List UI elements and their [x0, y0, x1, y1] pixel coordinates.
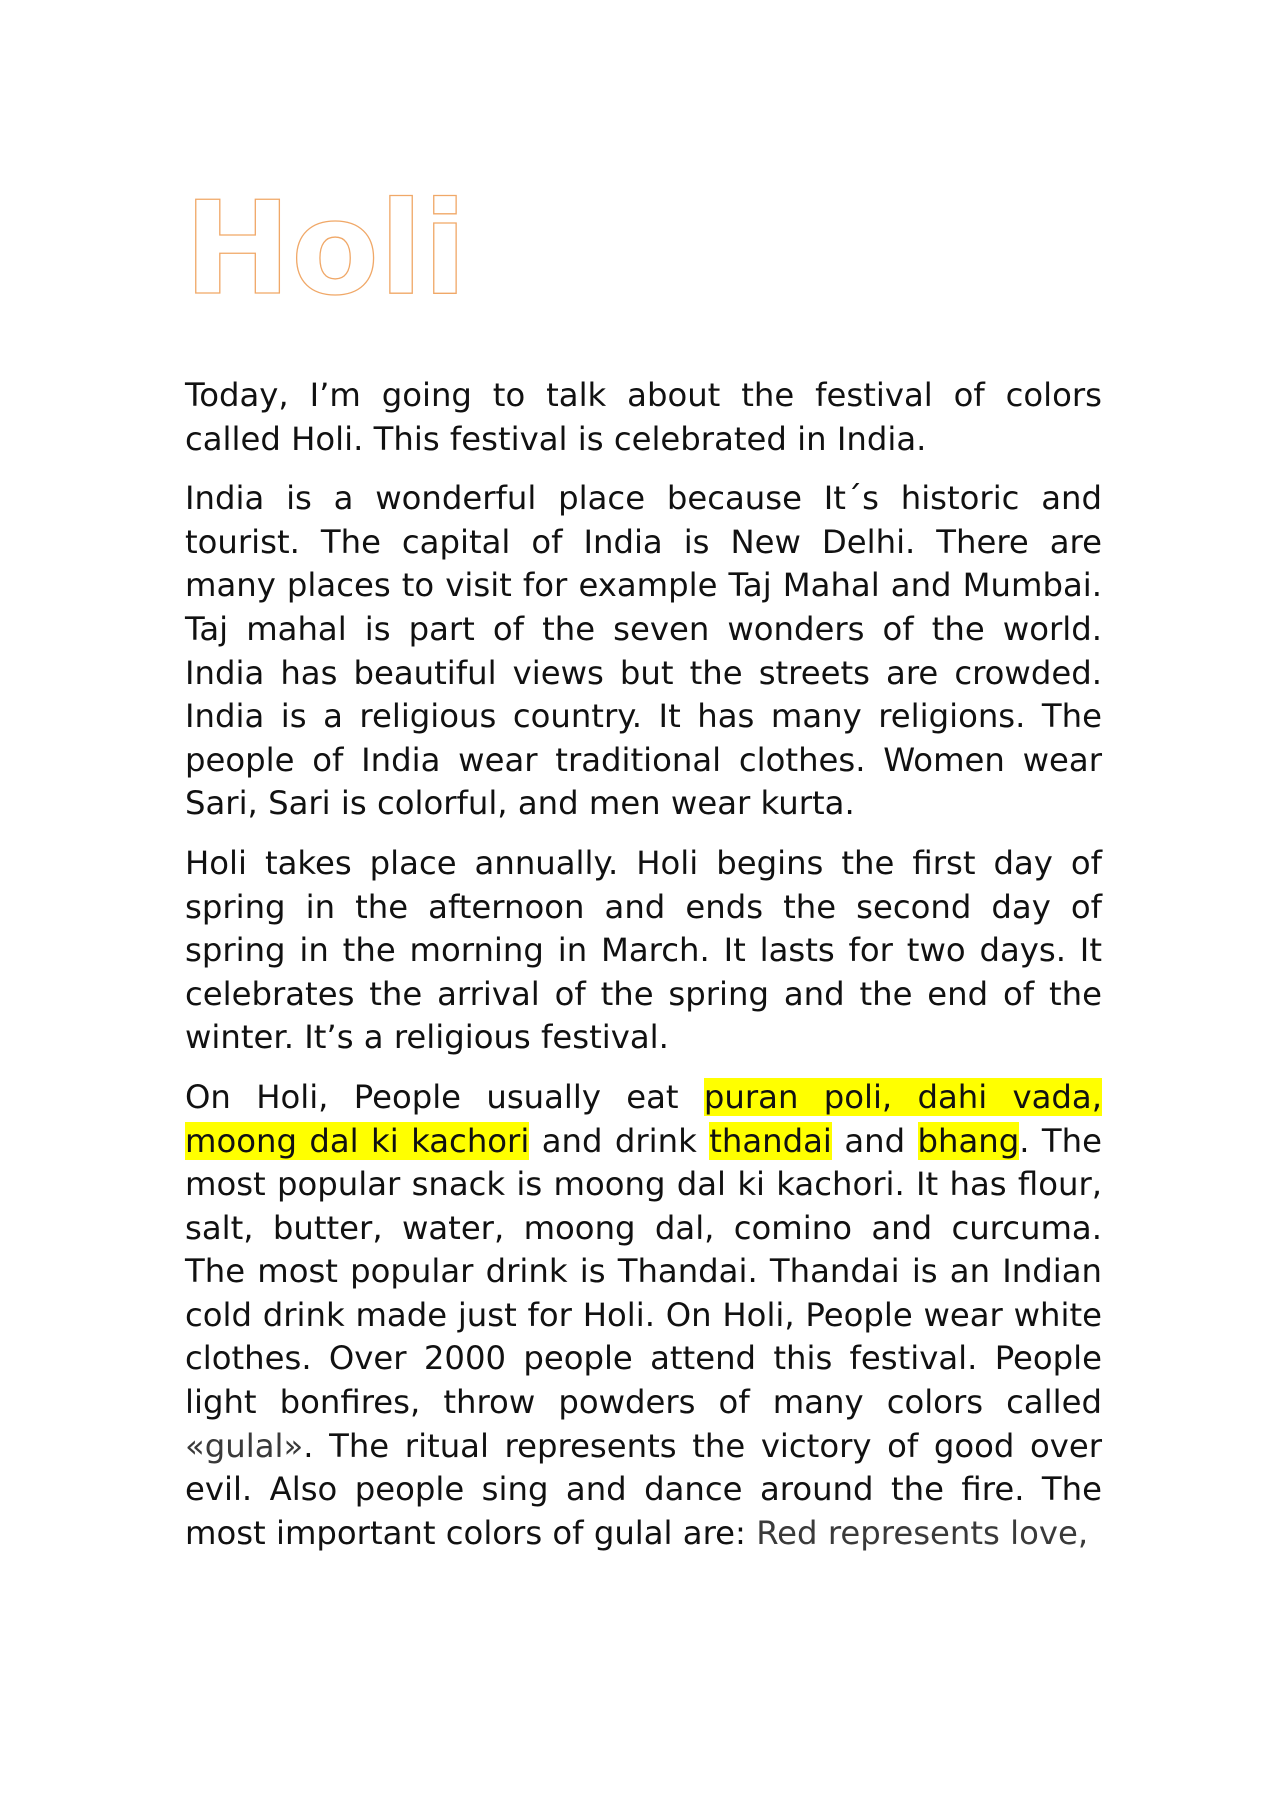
food-paragraph-text: . The most popular snack is moong dal ki kachori. It has flour, salt, butter, water, moong dal, comino and curcuma. The most popular drink is Thandai. Thandai is an Indian cold drink made just for Holi. On Holi, People wear white clothes. Over 2000 people attend this festival. People light bonfires, throw powders of many colors called	[185, 1121, 1102, 1422]
gulal-quote: «gulal»	[185, 1426, 304, 1465]
and-drink-text: and drink	[529, 1121, 710, 1160]
paragraph-holi-dates: Holi takes place annually. Holi begins the first day of spring in the afternoon and ends the second day of spring in the morning in March. It lasts for two days. It celebrates the arrival of the spring and the end of the winter. It’s a religious festival.	[185, 843, 1102, 1057]
page-title: Holi	[184, 175, 467, 324]
highlighted-bhang: bhang	[917, 1121, 1020, 1160]
paragraph-intro: Today, I’m going to talk about the festival of colors called Holi. This festival is celebrated in India.	[185, 376, 1102, 458]
paragraph-food	[185, 1076, 1102, 1556]
food-paragraph-text-2: . The ritual represents the victory of good over evil. Also people sing and dance around the fire. The most important colors of gulal are:	[185, 1426, 1102, 1552]
food-intro-text: On Holi, People usually eat	[185, 1077, 704, 1116]
red-represents-love-text: Red represents love,	[756, 1513, 1089, 1552]
and-text: and	[831, 1121, 918, 1160]
paragraph-india: India is a wonderful place because It´s historic and tourist. The capital of India is New Delhi. There are many places to visit for example Taj Mahal and Mumbai. Taj mahal is part of the seven wonders of the world. India has beautiful views but the streets are crowded. India is a religious country. It has many religions. The people of India wear traditional clothes. Women wear Sari, Sari is colorful, and men wear kurta.	[185, 479, 1102, 823]
document-body	[185, 374, 1102, 1571]
highlighted-thandai: thandai	[709, 1121, 832, 1160]
highlighted-foods: puran poli, dahi vada, moong dal ki kachori	[185, 1077, 1102, 1160]
